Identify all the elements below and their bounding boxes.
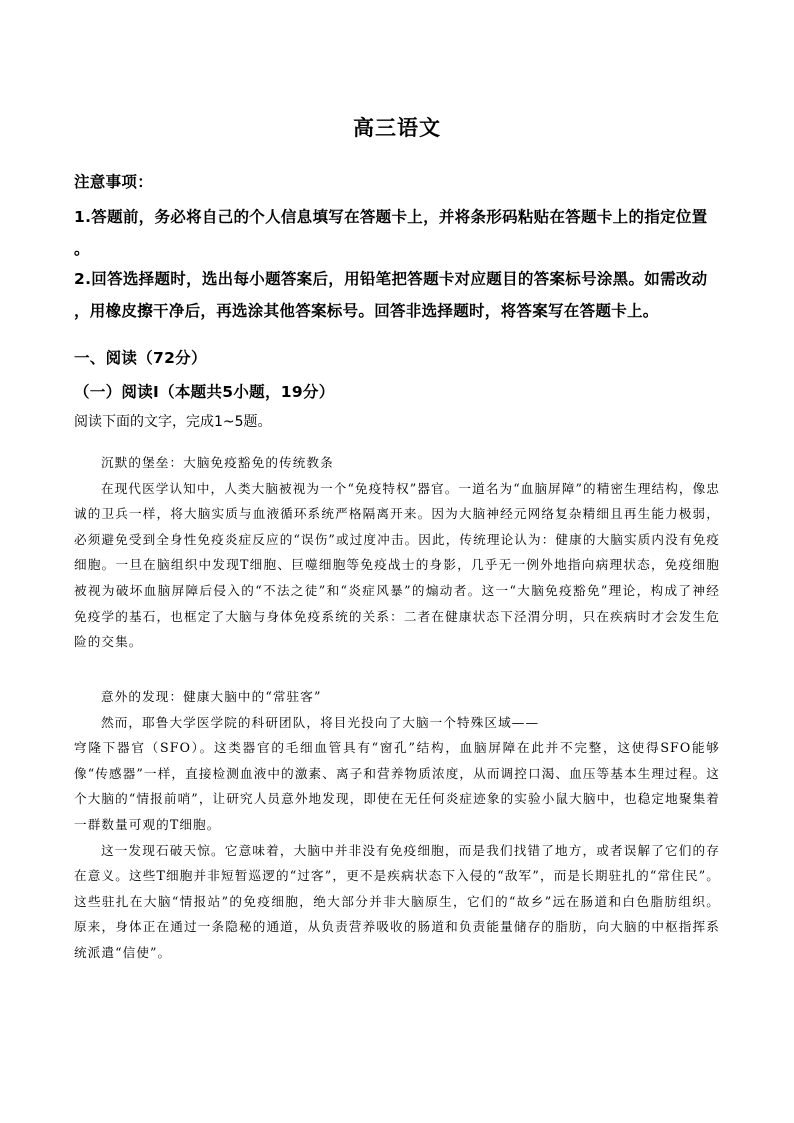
notice-heading: 注意事项： xyxy=(74,173,154,191)
notice-item-2-line-2: ，用橡皮擦干净后，再选涂其他答案标号。回答非选择题时，将答案写在答题卡上。 xyxy=(74,302,659,320)
article-subheading-2: 意外的发现：健康大脑中的“常驻客” xyxy=(101,689,322,704)
article-part-1 xyxy=(74,450,720,655)
page-title: 高三语文 xyxy=(353,115,441,140)
notice-item-1-line-2: 。 xyxy=(74,240,90,258)
notice-item-1-line-1: 1.答题前，务必将自己的个人信息填写在答题卡上，并将条形码粘贴在答题卡上的指定位置 xyxy=(74,208,708,226)
article-paragraph-1: 在现代医学认知中，人类大脑被视为一个“免疫特权”器官。一道名为“血脑屏障”的精密生理结构，像忠诚的卫兵一样，将大脑实质与血液循环系统严格隔离开来。因为大脑神经元网络复杂精细且再生能力极弱，必须避免受到全身性免疫炎症反应的“误伤”或过度冲击。因此，传统理论认为：健康的大脑实质内没有免疫细胞。一旦在脑组织中发现T细胞、巨噬细胞等免疫战士的身影，几乎无一例外地指向病理状态，免疫细胞被视为破坏血脑屏障后侵入的“不法之徒”和“炎症风暴”的煽动者。这一“大脑免疫豁免”理论，构成了神经免疫学的基石，也框定了大脑与身体免疫系统的关系：二者在健康状态下泾渭分明，只在疾病时才会发生危险的交集。 xyxy=(74,480,720,650)
article-part-2 xyxy=(74,684,720,966)
article-paragraph-3: 这一发现石破天惊。它意味着，大脑中并非没有免疫细胞，而是我们找错了地方，或者误解了它们的存在意义。这些T细胞并非短暂巡逻的“过客”，更不是疾病状态下入侵的“敌军”，而是长期驻扎的“常住民”。这些驻扎在大脑“情报站”的免疫细胞，绝大部分并非大脑原生，它们的“故乡”远在肠道和白色脂肪组织。原来，身体正在通过一条隐秘的通道，从负责营养吸收的肠道和负责能量储存的脂肪，向大脑的中枢指挥系统派遣“信使”。 xyxy=(74,842,720,960)
notice-item-2-line-1: 2.回答选择题时，选出每小题答案后，用铅笔把答题卡对应题目的答案标号涂黑。如需改动 xyxy=(74,270,708,288)
section-heading: 一、阅读（72分） xyxy=(74,349,207,367)
article-subheading-1: 沉默的堡垒：大脑免疫豁免的传统教条 xyxy=(101,455,334,470)
article-paragraph-2: 穹隆下器官（SFO）。这类器官的毛细血管具有“窗孔”结构，血脑屏障在此并不完整，这使得SFO能够像“传感器”一样，直接检测血液中的激素、离子和营养物质浓度，从而调控口渴、血压等基本生理过程。这个大脑的“情报前哨”，让研究人员意外地发现，即使在无任何炎症迹象的实验小鼠大脑中，也稳定地聚集着一群数量可观的T细胞。 xyxy=(74,740,720,832)
section-instruction: 阅读下面的文字，完成1~5题。 xyxy=(74,414,272,430)
article-paragraph-2-line-1: 然而，耶鲁大学医学院的科研团队，将目光投向了大脑一个特殊区域—— xyxy=(101,714,540,730)
section-subheading: （一）阅读Ⅰ（本题共5小题，19分） xyxy=(74,383,335,401)
